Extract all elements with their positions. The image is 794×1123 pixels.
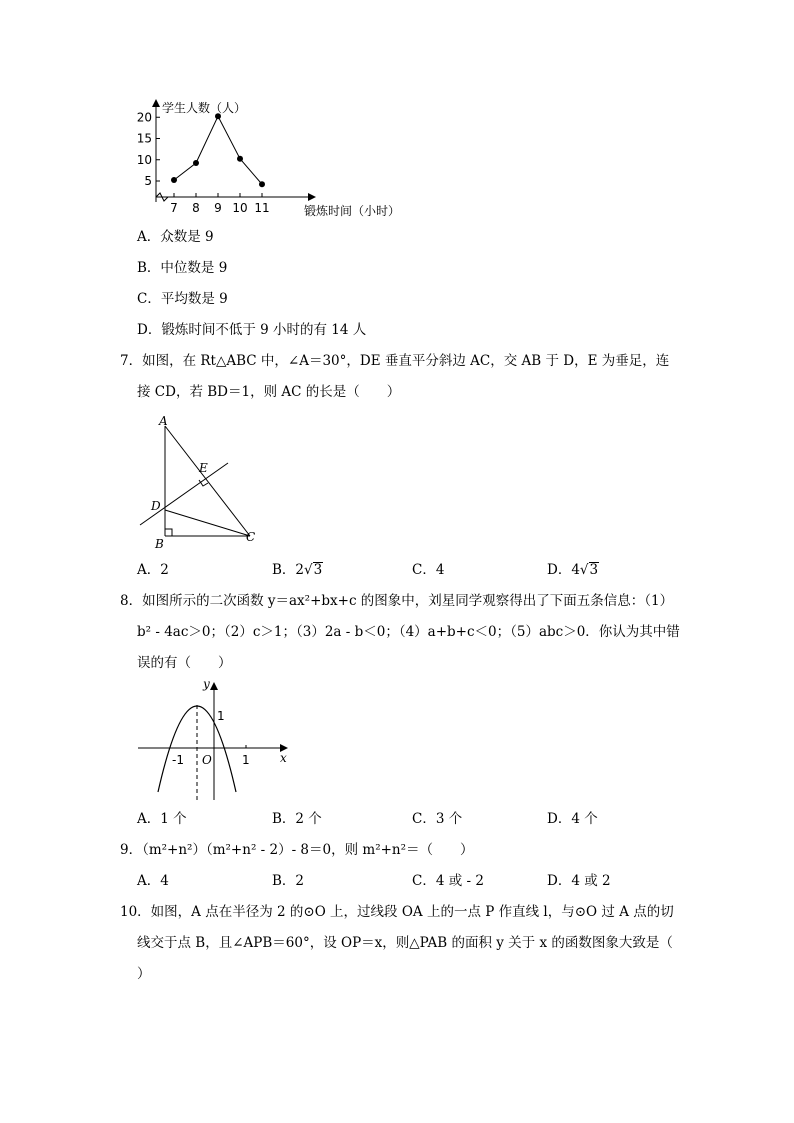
q7-option-d-prefix: D．4 (547, 562, 580, 578)
q7-stem-line1: 7．如图，在 Rt△ABC 中，∠A＝30°，DE 垂直平分斜边 AC，交 AB 于 D，E 为垂足，连 (120, 353, 670, 369)
q8-label-neg1: -1 (172, 753, 184, 767)
q8-stem-line1: 8．如图所示的二次函数 y＝ax²+bx+c 的图象中，刘星同学观察得出了下面五条信息：（1） (120, 593, 674, 609)
q7-option-c[interactable]: C．4 (412, 562, 445, 578)
q7-label-e: E (199, 461, 208, 475)
q9-stem: 9．（m²+n²）（m²+n² - 2）- 8＝0，则 m²+n²＝（ ） (120, 842, 474, 858)
q8-stem-line2: b² - 4ac＞0；（2）c＞1；（3）2a - b＜0；（4）a+b+c＜0；（5）abc＞0．你认为其中错 (137, 624, 680, 640)
sqrt-sign: √ (304, 562, 313, 578)
q8-option-a[interactable]: A．1 个 (137, 811, 187, 827)
q7-label-c: C (246, 530, 256, 544)
q9-option-a[interactable]: A．4 (137, 873, 169, 889)
q10-stem-line3: ） (137, 966, 151, 982)
q10-stem-line2: 线交于点 B，且∠APB＝60°，设 OP＝x，则△PAB 的面积 y 关于 x 的函数图象大致是（ (137, 935, 673, 951)
q7-option-d-radicand: 3 (589, 562, 599, 578)
x-tick-label: 7 (170, 201, 178, 215)
x-tick-label: 8 (192, 201, 200, 215)
q8-label-one: 1 (242, 753, 250, 767)
q9-option-b[interactable]: B．2 (272, 873, 305, 889)
sqrt-sign: √ (579, 562, 589, 578)
q7-label-a: A (159, 414, 168, 428)
q7-option-a[interactable]: A．2 (137, 562, 169, 578)
q6-option-c[interactable]: C．平均数是 9 (137, 291, 228, 307)
y-tick-label: 10 (136, 152, 152, 167)
y-tick-label: 15 (136, 131, 152, 146)
q8-label-y: y (203, 677, 210, 691)
q10-stem-line1: 10．如图，A 点在半径为 2 的⊙O 上，过线段 OA 上的一点 P 作直线 l，与⊙O 过 A 点的切 (120, 904, 674, 920)
q9-option-c[interactable]: C．4 或 - 2 (412, 873, 484, 889)
chart-ylabel: 学生人数（人） (162, 101, 247, 115)
x-tick-label: 10 (232, 201, 248, 215)
q8-option-b[interactable]: B．2 个 (272, 811, 322, 827)
x-tick-label: 11 (254, 201, 270, 215)
q6-option-d[interactable]: D．锻炼时间不低于 9 小时的有 14 人 (137, 322, 367, 338)
q6-option-b[interactable]: B．中位数是 9 (137, 260, 228, 276)
x-tick-label: 9 (214, 201, 222, 215)
chart-xlabel: 锻炼时间（小时） (304, 204, 401, 218)
q7-label-d: D (151, 499, 161, 513)
q8-stem-line3: 误的有（ ） (137, 655, 232, 671)
q9-option-d[interactable]: D．4 或 2 (547, 873, 611, 889)
q8-option-c[interactable]: C．3 个 (412, 811, 463, 827)
q7-label-b: B (155, 537, 164, 551)
q8-label-y1: 1 (217, 709, 225, 723)
q8-label-x: x (280, 751, 287, 765)
q8-option-d[interactable]: D．4 个 (547, 811, 598, 827)
q6-option-a[interactable]: A．众数是 9 (137, 229, 214, 245)
q8-label-o: O (202, 753, 212, 767)
y-tick-label: 5 (144, 174, 152, 188)
q7-option-b-radicand: 3 (313, 562, 323, 578)
q7-option-b-prefix: B．2 (272, 562, 305, 578)
y-tick-label: 20 (136, 110, 152, 125)
q7-stem-line2: 接 CD，若 BD＝1，则 AC 的长是（ ） (137, 384, 401, 400)
